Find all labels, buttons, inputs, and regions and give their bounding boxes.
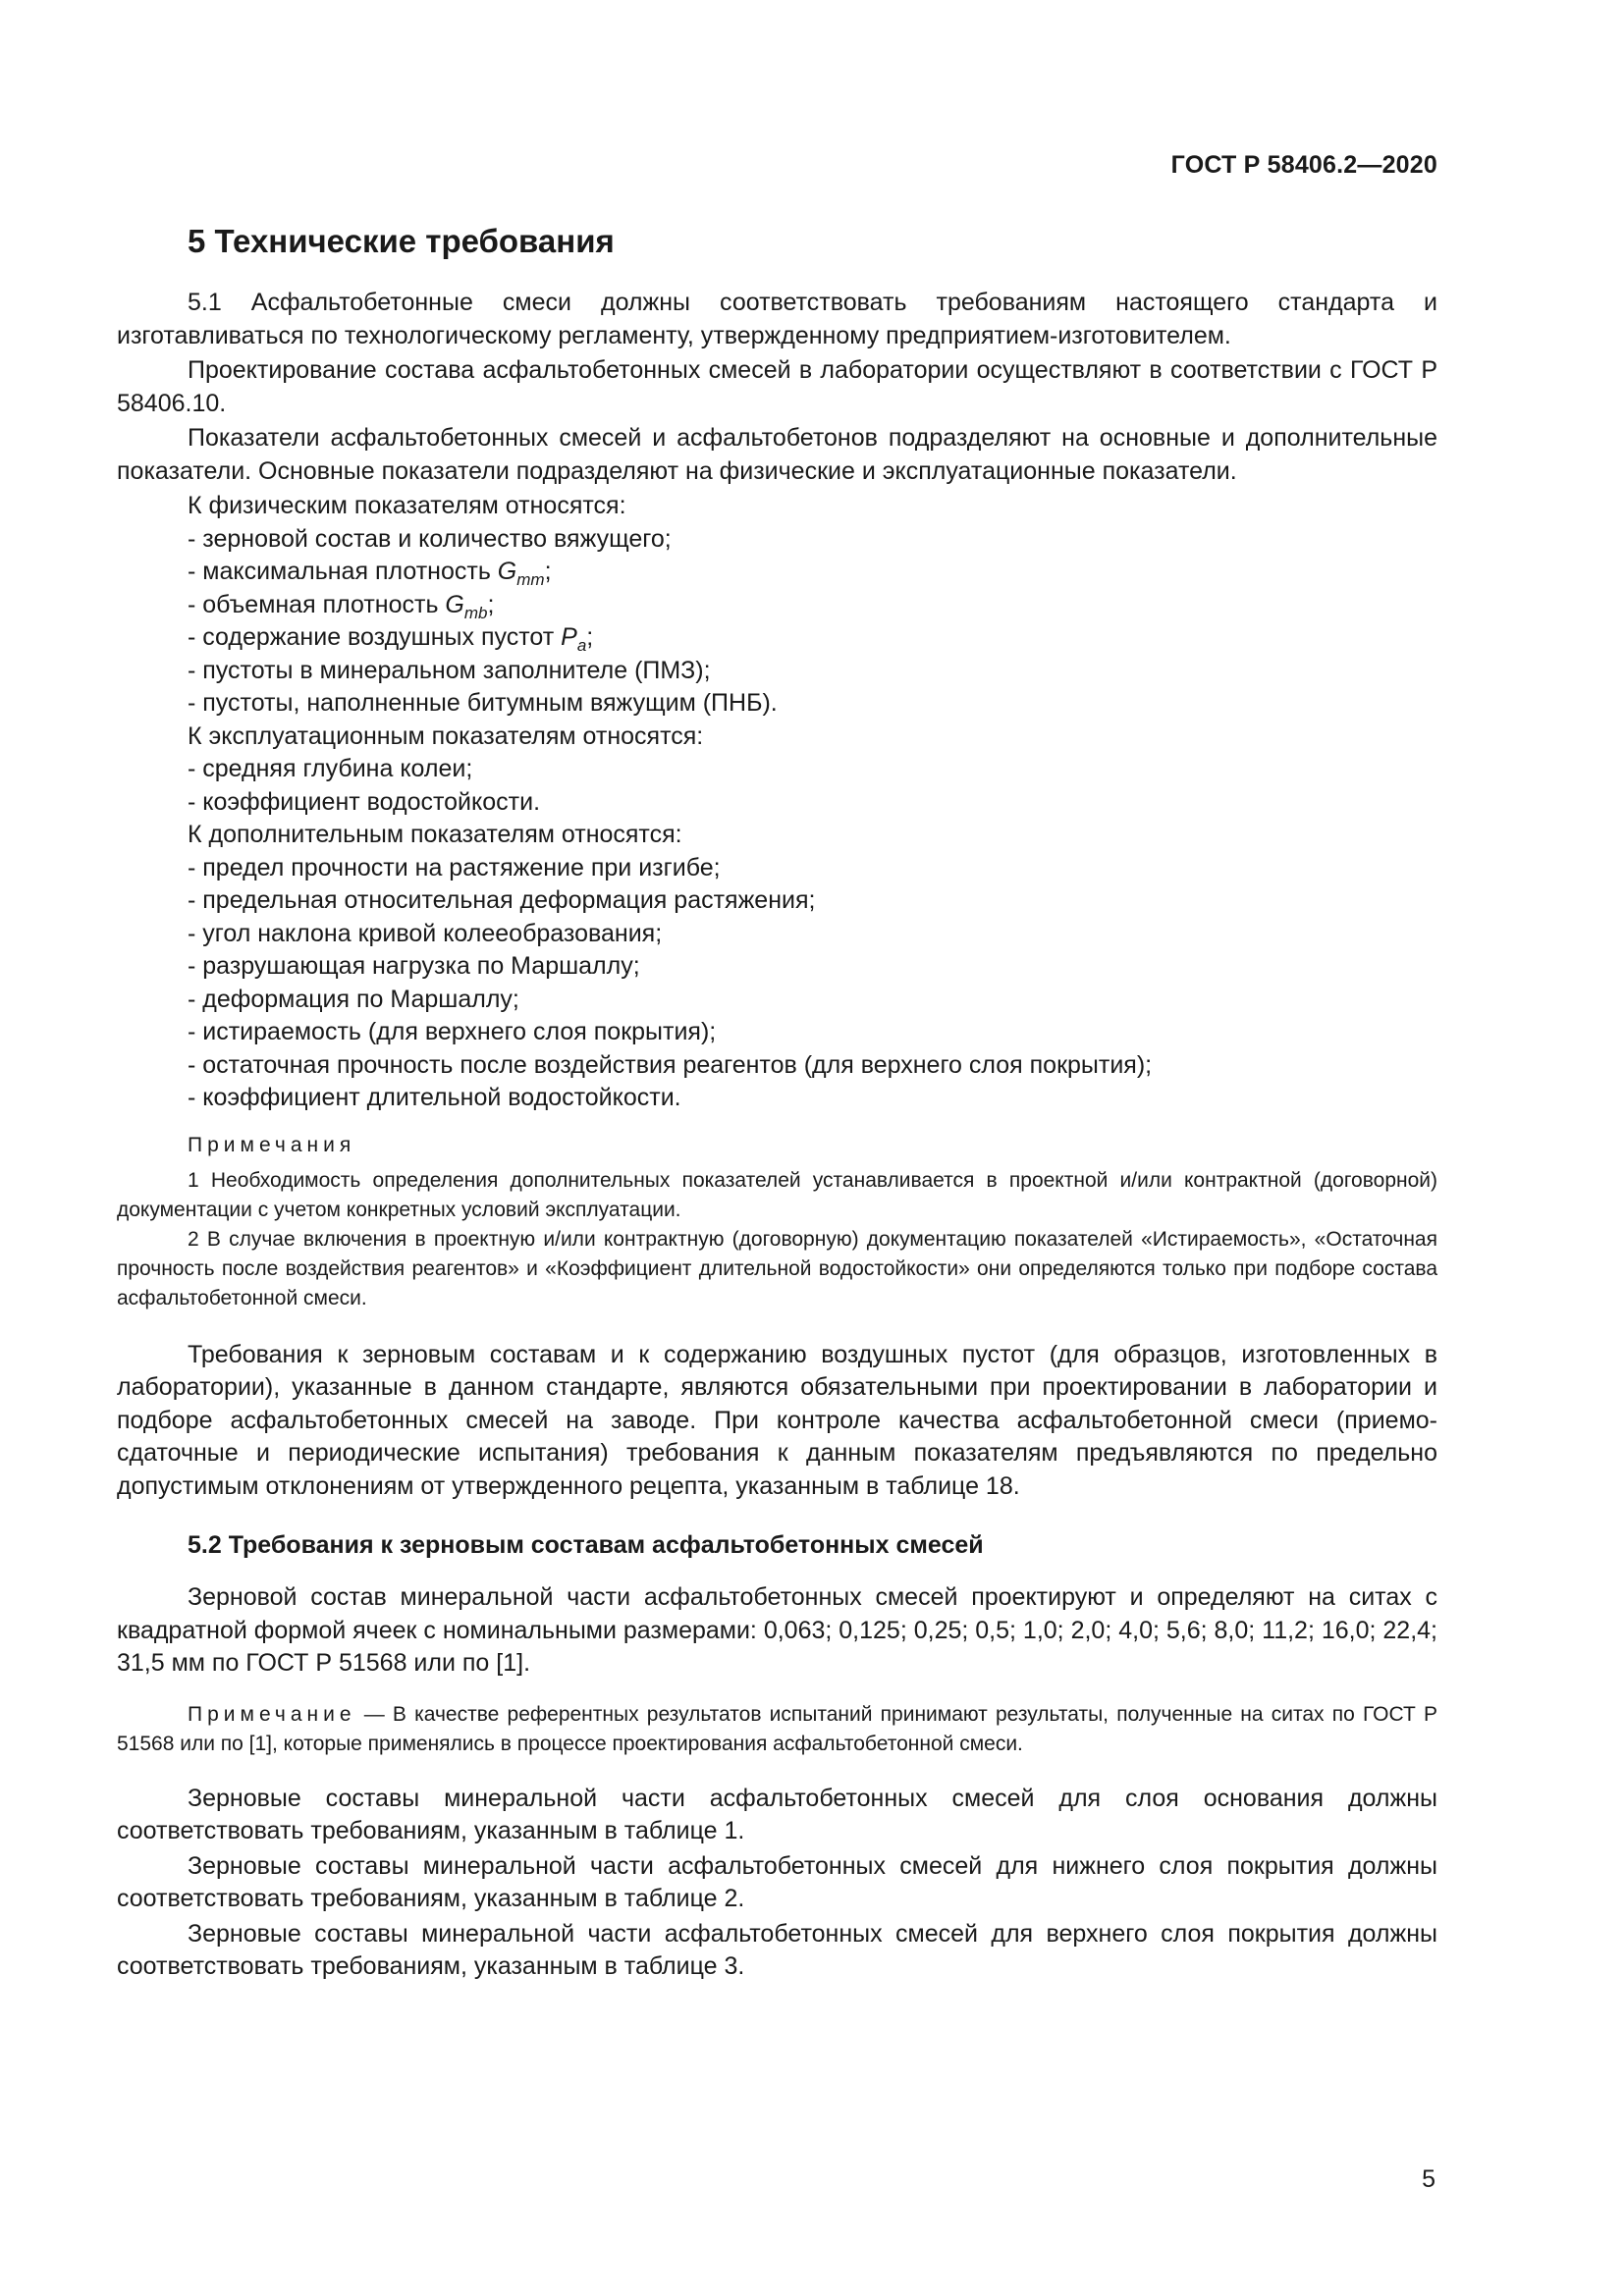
list-item: - содержание воздушных пустот $P_a$; [188,623,594,655]
notes-heading: Примечания [188,1133,356,1156]
paragraph-upper-layer: Зерновые составы минеральной части асфальтобетонных смесей для верхнего слоя покрытия должны соответствовать требованиям, указанным в таблице 3. [117,1919,1437,1980]
note-1: 1 Необходимость определения дополнительных показателей устанавливается в проектной и/или контрактной (договорной) документации с учетом конкретных условий эксплуатации. [117,1168,1437,1221]
list-item: - коэффициент водостойкости. [188,787,541,816]
paragraph-base-layer: Зерновые составы минеральной части асфальтобетонных смесей для слоя основания должны соответствовать требованиям, указанным в таблице 1. [117,1784,1437,1844]
note-reference [117,1700,1437,1759]
subsection-title: 5.2 Требования к зерновым составам асфальтобетонных смесей [188,1531,984,1559]
list-item: - максимальная плотность $G_{mm}$; [188,558,552,589]
list-item: - предельная относительная деформация растяжения; [188,886,816,914]
list-item: - пустоты в минеральном заполнителе (ПМЗ); [188,656,711,684]
list-item: - зерновой состав и количество вяжущего; [188,524,672,553]
list-item: - деформация по Маршаллу; [188,985,519,1013]
paragraph-5-1: 5.1 Асфальтобетонные смеси должны соответствовать требованиям настоящего стандарта и изготавливаться по технологическому регламенту, утвержденному предприятием-изготовителем. [117,289,1437,349]
physical-indicators-list [117,490,1437,1115]
list-item: - пустоты, наполненные битумным вяжущим (ПНБ). [188,689,778,717]
list-item: - предел прочности на растяжение при изгибе; [188,853,721,881]
list-item: - коэффициент длительной водостойкости. [188,1084,681,1111]
paragraph-indicators: Показатели асфальтобетонных смесей и асфальтобетонов подразделяют на основные и дополнительные показатели. Основные показатели подразделяют на физические и эксплуатационные показатели. [117,424,1437,485]
paragraph-sieves: Зерновой состав минеральной части асфальтобетонных смесей проектируют и определяют на ситах с квадратной формой ячеек с номинальными размерами: 0,063; 0,125; 0,25; 0,5; 1,0; 2,0; 4,0; 5,6; 8,0; 11,2; 16,0; 22,4; 31,5 мм по ГОСТ Р 51568 или по [1]. [117,1583,1437,1677]
operational-intro: К эксплуатационным показателям относятся: [188,721,704,750]
physical-intro: К физическим показателям относятся: [188,492,626,519]
note-text: — В качестве референтных результатов испытаний принимают результаты, полученные на ситах по ГОСТ Р 51568 или по [1], которые применялись в процессе проектирования асфальтобетонной смеси. [117,1702,1437,1755]
paragraph-requirements: Требования к зерновым составам и к содержанию воздушных пустот (для образцов, изготовленных в лаборатории), указанные в данном стандарте, являются обязательными при проектировании в лаборатории и подборе асфальтобетонных смесей на заводе. При контроле качества асфальтобетонной смеси (приемо-сдаточные и периодические испытания) требования к данным показателям предъявляются по предельно допустимым отклонениям от утвержденного рецепта, указанным в таблице 18. [117,1340,1437,1500]
list-item: - разрушающая нагрузка по Маршаллу; [188,952,640,980]
paragraph-design: Проектирование состава асфальтобетонных смесей в лаборатории осуществляют в соответствии с ГОСТ Р 58406.10. [117,356,1437,417]
page-number: 5 [1422,2165,1435,2193]
list-item: - объемная плотность $G_{mb}$; [188,590,495,622]
note-2: 2 В случае включения в проектную и/или контрактную (договорную) документацию показателей «Истираемость», «Остаточная прочность после воздействия реагентов» и «Коэффициент длительной водостойкости» они определяются только при подборе состава асфальтобетонной смеси. [117,1227,1437,1309]
list-item: - истираемость (для верхнего слоя покрытия); [188,1018,717,1045]
note-label: Примечание [188,1702,356,1726]
list-item: - средняя глубина колеи; [188,755,473,782]
additional-intro: К дополнительным показателям относятся: [188,821,682,848]
notes-block [117,1131,1437,1313]
paragraph-lower-layer: Зерновые составы минеральной части асфальтобетонных смесей для нижнего слоя покрытия должны соответствовать требованиям, указанным в таблице 2. [117,1851,1437,1912]
section-title: 5 Технические требования [188,223,615,259]
list-item: - угол наклона кривой колееобразования; [188,919,663,947]
document-code: ГОСТ Р 58406.2—2020 [1170,151,1437,179]
page-content [117,218,1437,1986]
list-item: - остаточная прочность после воздействия реагентов (для верхнего слоя покрытия); [188,1050,1153,1079]
